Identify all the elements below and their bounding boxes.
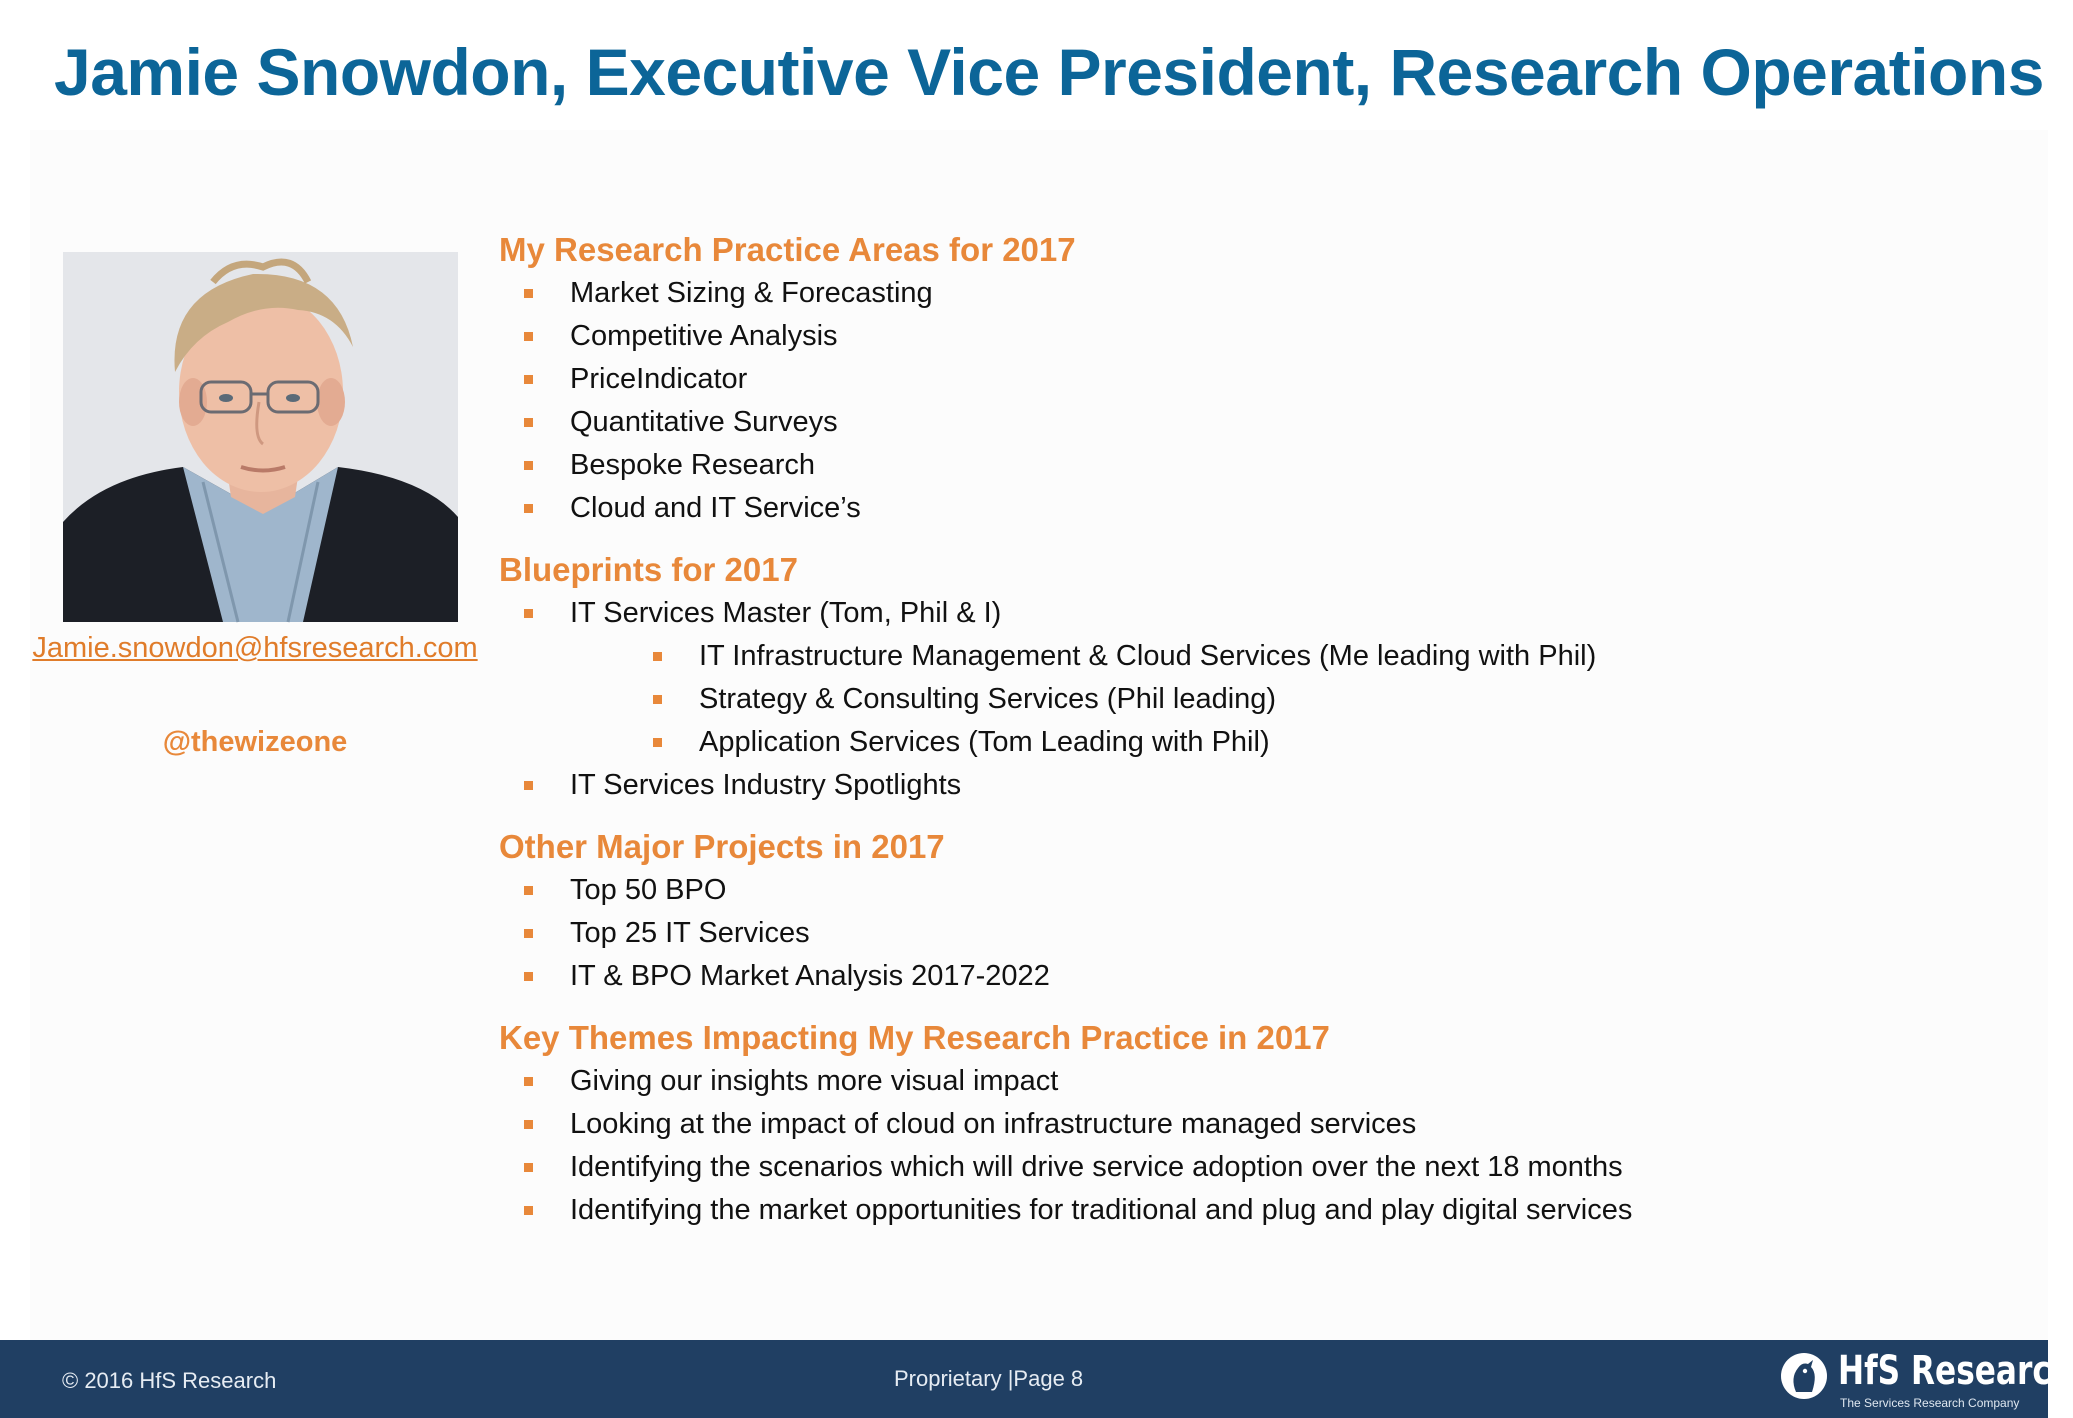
owl-logo-icon — [1780, 1352, 1828, 1400]
list-item — [499, 1103, 1999, 1146]
list-item — [499, 592, 1999, 635]
list-item-text: IT Services Industry Spotlights — [570, 769, 962, 801]
twitter-handle[interactable]: @thewizeone — [162, 726, 348, 758]
list-item-text: Looking at the impact of cloud on infrastructure managed services — [570, 1108, 1417, 1140]
list-item-text: Identifying the market opportunities for traditional and plug and play digital services — [570, 1194, 1633, 1226]
bullet-square-icon — [524, 461, 533, 470]
list-item-text: Application Services (Tom Leading with Phil) — [699, 726, 1270, 758]
list-item-text: Top 25 IT Services — [570, 917, 810, 949]
list-item-text: Strategy & Consulting Services (Phil leading) — [699, 683, 1277, 715]
section-heading-projects: Other Major Projects in 2017 — [499, 828, 945, 865]
copyright-text: © 2016 HfS Research — [62, 1368, 277, 1393]
list-item — [499, 315, 1999, 358]
bullet-square-icon — [524, 609, 533, 618]
content-body — [499, 228, 1999, 1232]
bullet-square-icon — [524, 929, 533, 938]
section-heading-blueprints: Blueprints for 2017 — [499, 551, 798, 588]
bullet-square-icon — [524, 1077, 533, 1086]
page-number: Proprietary |Page 8 — [894, 1366, 1084, 1391]
list-item-text: PriceIndicator — [570, 363, 748, 395]
bullet-square-icon — [524, 418, 533, 427]
bullet-square-icon — [653, 652, 662, 661]
footer-bar — [0, 1340, 2073, 1418]
sub-list-item — [499, 635, 1999, 678]
list-item-text: Top 50 BPO — [570, 874, 727, 906]
bullet-square-icon — [524, 886, 533, 895]
hfs-logo — [1780, 1348, 2073, 1412]
list-item-text: Market Sizing & Forecasting — [570, 277, 933, 309]
list-item — [499, 764, 1999, 807]
list-item — [499, 1189, 1999, 1232]
list-item-text: Cloud and IT Service’s — [570, 492, 861, 524]
bullet-square-icon — [524, 1206, 533, 1215]
bullet-square-icon — [524, 1120, 533, 1129]
email-link[interactable]: Jamie.snowdon@hfsresearch.com — [32, 632, 478, 664]
list-item — [499, 869, 1999, 912]
page-title: Jamie Snowdon, Executive Vice President, Research Operations — [54, 35, 2044, 109]
list-item-text: IT & BPO Market Analysis 2017-2022 — [570, 960, 1050, 992]
section-heading-practice: My Research Practice Areas for 2017 — [499, 231, 1076, 268]
bullet-square-icon — [653, 738, 662, 747]
sub-list-item — [499, 721, 1999, 764]
list-item — [499, 272, 1999, 315]
list-item-text: Competitive Analysis — [570, 320, 838, 352]
list-item-text: Bespoke Research — [570, 449, 816, 481]
list-item — [499, 401, 1999, 444]
list-item — [499, 358, 1999, 401]
bullet-square-icon — [653, 695, 662, 704]
list-item — [499, 444, 1999, 487]
bullet-square-icon — [524, 332, 533, 341]
sub-list-item — [499, 678, 1999, 721]
list-item — [499, 1060, 1999, 1103]
list-item — [499, 1146, 1999, 1189]
bullet-square-icon — [524, 781, 533, 790]
bullet-square-icon — [524, 1163, 533, 1172]
bullet-square-icon — [524, 504, 533, 513]
list-item-text: Identifying the scenarios which will drive service adoption over the next 18 months — [570, 1151, 1623, 1183]
list-item — [499, 955, 1999, 998]
list-item — [499, 487, 1999, 530]
list-item-text: Giving our insights more visual impact — [570, 1065, 1059, 1097]
list-item — [499, 912, 1999, 955]
section-heading-themes: Key Themes Impacting My Research Practice in 2017 — [499, 1019, 1330, 1056]
list-item-text: IT Infrastructure Management & Cloud Services (Me leading with Phil) — [699, 640, 1597, 672]
bullet-square-icon — [524, 375, 533, 384]
bullet-square-icon — [524, 289, 533, 298]
list-item-text: Quantitative Surveys — [570, 406, 838, 438]
bullet-square-icon — [524, 972, 533, 981]
logo-wordmark: HfS Research — [1838, 1348, 2073, 1394]
profile-photo — [63, 252, 458, 622]
logo-tagline: The Services Research Company — [1840, 1396, 2020, 1410]
list-item-text: IT Services Master (Tom, Phil & I) — [570, 597, 1002, 629]
